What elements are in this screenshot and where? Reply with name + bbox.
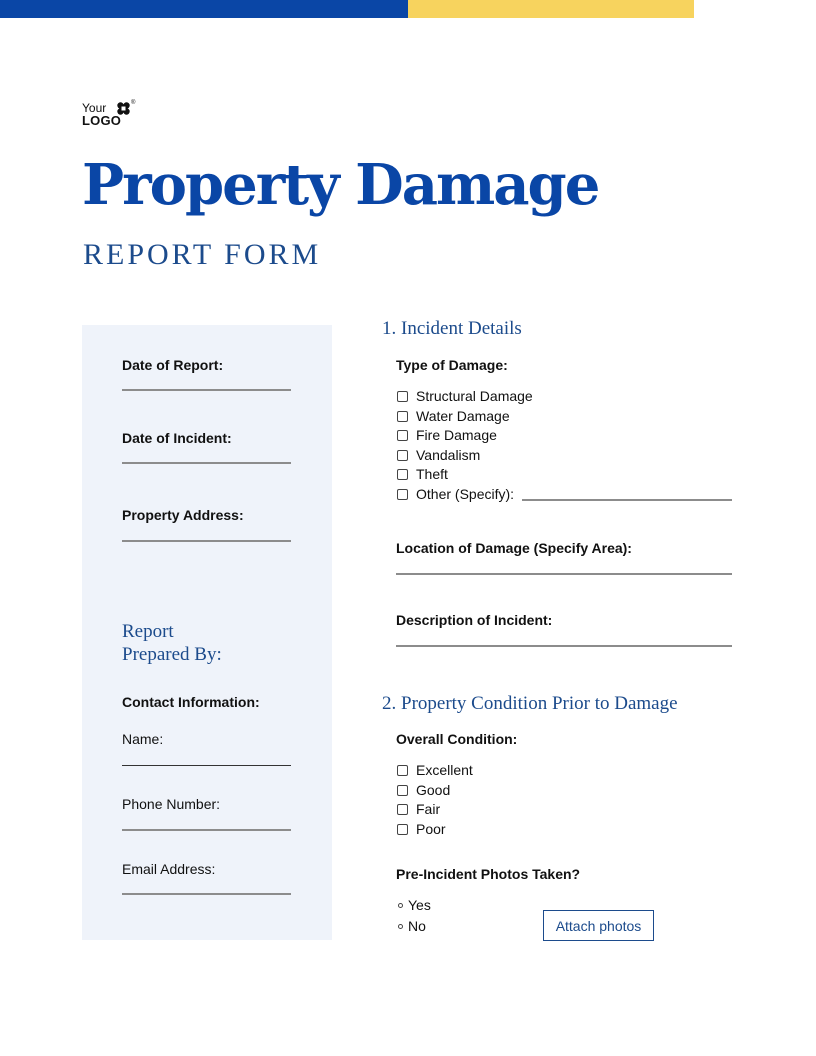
date-of-incident-label: Date of Incident:	[122, 430, 232, 446]
checkbox-box[interactable]	[397, 430, 408, 441]
top-bar-yellow	[408, 0, 694, 18]
phone-number-field[interactable]	[122, 829, 291, 831]
type-of-damage-label: Type of Damage:	[396, 357, 508, 373]
checkbox-label: Water Damage	[416, 408, 510, 424]
date-of-report-field[interactable]	[122, 389, 291, 391]
checkbox-box[interactable]	[397, 804, 408, 815]
logo-registered-mark: ®	[131, 100, 136, 106]
checkbox-box[interactable]	[397, 469, 408, 480]
checkbox-label: Poor	[416, 821, 446, 837]
name-label: Name:	[122, 731, 164, 747]
property-address-label: Property Address:	[122, 507, 244, 523]
checkbox-excellent[interactable]	[396, 761, 473, 779]
checkbox-label: Good	[416, 782, 451, 798]
checkbox-label: Fair	[416, 801, 441, 817]
checkbox-label: Other (Specify):	[416, 486, 515, 502]
page-subtitle: REPORT FORM	[83, 238, 322, 271]
checkbox-label: Fire Damage	[416, 427, 497, 443]
other-specify-field[interactable]	[522, 499, 732, 501]
email-address-label: Email Address:	[122, 861, 216, 877]
checkbox-box[interactable]	[397, 489, 408, 500]
top-bar-blue	[0, 0, 408, 18]
page-title: Property Damage	[82, 152, 599, 218]
checkbox-label: Excellent	[416, 762, 473, 778]
radio-button[interactable]	[398, 903, 403, 908]
checkbox-box[interactable]	[397, 765, 408, 776]
checkbox-box[interactable]	[397, 411, 408, 422]
radio-yes[interactable]	[396, 896, 431, 914]
checkbox-vandalism[interactable]	[396, 446, 480, 464]
location-of-damage-field[interactable]	[396, 573, 732, 575]
radio-label: Yes	[408, 897, 431, 913]
checkbox-theft[interactable]	[396, 465, 448, 483]
date-of-incident-field[interactable]	[122, 462, 291, 464]
checkbox-box[interactable]	[397, 391, 408, 402]
property-address-field[interactable]	[122, 540, 291, 542]
radio-no[interactable]	[396, 917, 426, 935]
description-of-incident-field[interactable]	[396, 645, 732, 647]
logo-text-logo: LOGO	[82, 113, 122, 128]
checkbox-fair[interactable]	[396, 800, 440, 818]
description-of-incident-label: Description of Incident:	[396, 612, 553, 628]
attach-photos-button[interactable]: Attach photos	[543, 910, 654, 941]
radio-label: No	[408, 918, 426, 934]
pre-incident-photos-label: Pre-Incident Photos Taken?	[396, 866, 581, 882]
date-of-report-label: Date of Report:	[122, 357, 224, 373]
report-prepared-by-heading	[122, 620, 282, 666]
checkbox-box[interactable]	[397, 785, 408, 796]
checkbox-label: Vandalism	[416, 447, 481, 463]
location-of-damage-label: Location of Damage (Specify Area):	[396, 540, 632, 556]
prepared-by-line2: Prepared By:	[122, 644, 222, 665]
checkbox-box[interactable]	[397, 824, 408, 835]
checkbox-fire-damage[interactable]	[396, 426, 497, 444]
radio-button[interactable]	[398, 924, 403, 929]
logo-text-your: Your	[82, 101, 107, 115]
prepared-by-line1: Report	[122, 621, 174, 642]
section-incident-details-title: 1. Incident Details	[382, 318, 522, 339]
overall-condition-label: Overall Condition:	[396, 731, 518, 747]
checkbox-good[interactable]	[396, 781, 450, 799]
contact-information-label: Contact Information:	[122, 694, 260, 710]
checkbox-water-damage[interactable]	[396, 407, 510, 425]
checkbox-box[interactable]	[397, 450, 408, 461]
phone-number-label: Phone Number:	[122, 796, 221, 812]
section-property-condition-title: 2. Property Condition Prior to Damage	[382, 693, 678, 714]
checkbox-other[interactable]	[396, 485, 514, 503]
checkbox-label: Structural Damage	[416, 388, 533, 404]
email-address-field[interactable]	[122, 893, 291, 895]
checkbox-poor[interactable]	[396, 820, 446, 838]
checkbox-structural-damage[interactable]	[396, 387, 533, 405]
company-logo	[82, 100, 142, 128]
name-field[interactable]	[122, 765, 291, 766]
checkbox-label: Theft	[416, 466, 448, 482]
